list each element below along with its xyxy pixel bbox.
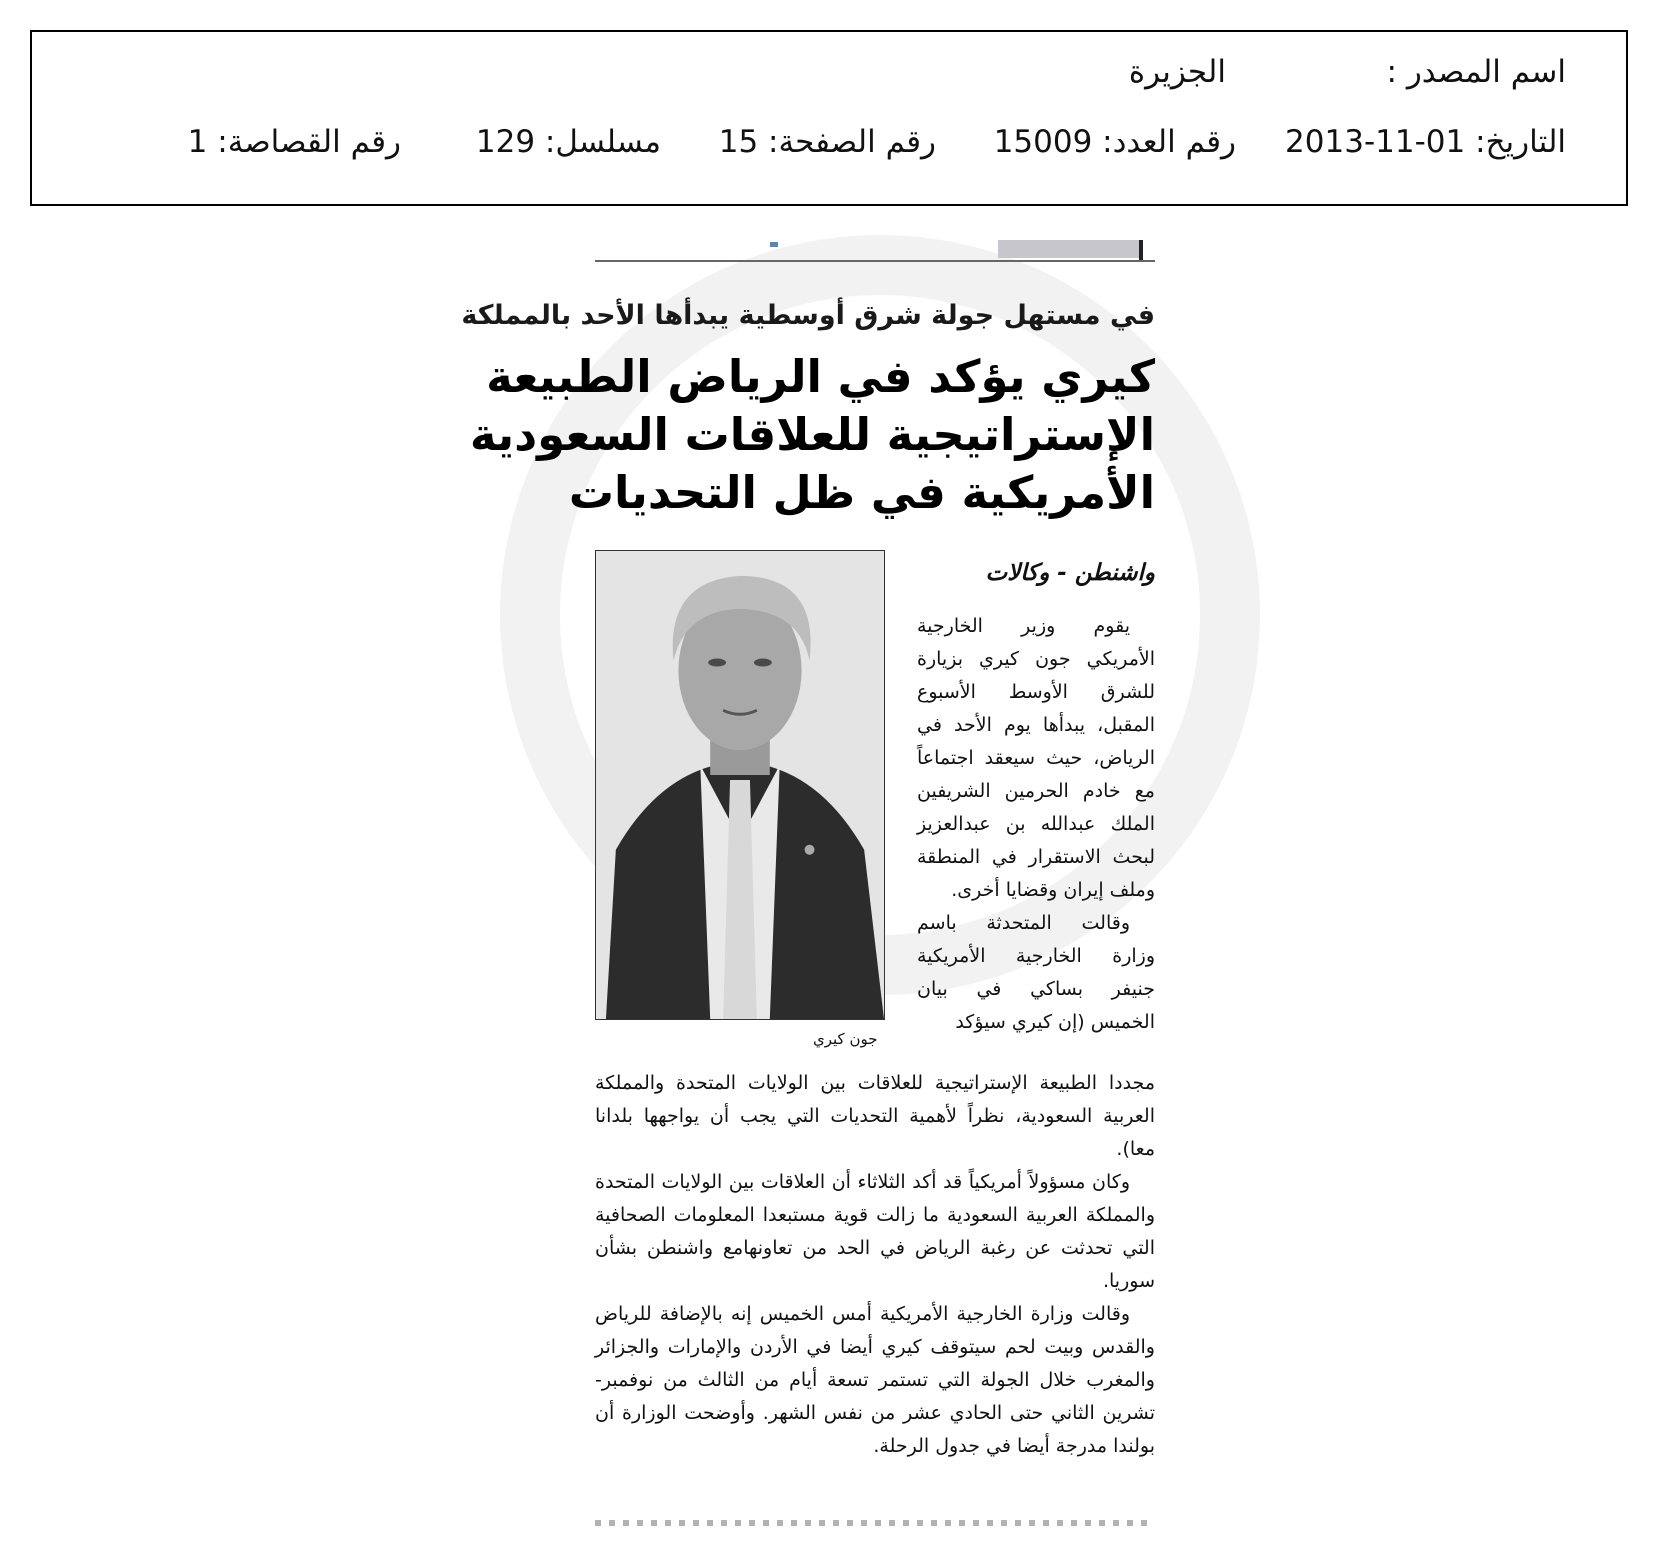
metadata-row-details bbox=[32, 124, 1626, 174]
newspaper-clipping bbox=[461, 230, 1155, 1547]
date-field: التاريخ: 01-11-2013 bbox=[1285, 124, 1566, 160]
article-byline: واشنطن - وكالات bbox=[985, 560, 1155, 586]
headline-line: كيري يؤكد في الرياض الطبيعة bbox=[486, 350, 1155, 403]
paragraph: وقالت المتحدثة باسم وزارة الخارجية الأمريكية جنيفر بساكي في بيان الخميس (إن كيري سيؤكد bbox=[917, 912, 1155, 1033]
article-body-wide bbox=[595, 1067, 1155, 1463]
paragraph: يقوم وزير الخارجية الأمريكي جون كيري بزيارة للشرق الأوسط الأسبوع المقبل، يبدأها يوم الأحد في الرياض، حيث سيعقد اجتماعاً مع خادم الحرمين الشريفين الملك عبدالله بن عبدالعزيز لبحث الاستقرار في المنطقة وملف إيران وقضايا أخرى. bbox=[917, 615, 1155, 901]
portrait-illustration bbox=[596, 551, 884, 1019]
clipping-number-field: رقم القصاصة: 1 bbox=[187, 124, 401, 160]
issue-number-field: رقم العدد: 15009 bbox=[993, 124, 1236, 160]
source-value: الجزيرة bbox=[1128, 54, 1226, 90]
page-number-field: رقم الصفحة: 15 bbox=[718, 124, 936, 160]
clipping-metadata-box bbox=[30, 30, 1628, 206]
source-label: اسم المصدر : bbox=[1386, 54, 1566, 90]
article-kicker: في مستهل جولة شرق أوسطية يبدأها الأحد بالمملكة bbox=[461, 300, 1155, 331]
metadata-row-source bbox=[32, 54, 1626, 104]
paragraph: مجددا الطبيعة الإستراتيجية للعلاقات بين الولايات المتحدة والمملكة العربية السعودية، نظراً لأهمية التحديات التي يجب أن يواجهها بلدانا معا). bbox=[595, 1072, 1155, 1160]
paragraph: وقالت وزارة الخارجية الأمريكية أمس الخميس إنه بالإضافة للرياض والقدس وبيت لحم سيتوقف كيري أيضا في الأردن والإمارات والجزائر والمغرب خلال الجولة التي تستمر تسعة أيام من الثالث من نوفمبر- تشرين الثاني حتى الحادي عشر من نفس الشهر. وأوضحت الوزارة أن بولندا مدرجة أيضا في جدول الرحلة. bbox=[595, 1303, 1155, 1457]
serial-field: مسلسل: 129 bbox=[475, 124, 661, 160]
article-headline bbox=[470, 348, 1155, 522]
photo-caption: جون كيري bbox=[813, 1030, 878, 1048]
article-body-narrow bbox=[917, 610, 1155, 1039]
headline-line: الأمريكية في ظل التحديات bbox=[568, 466, 1155, 519]
article-photo bbox=[595, 550, 885, 1020]
headline-line: الإستراتيجية للعلاقات السعودية bbox=[469, 408, 1155, 461]
truncated-next-line bbox=[595, 1520, 1155, 1526]
paragraph: وكان مسؤولاً أمريكياً قد أكد الثلاثاء أن العلاقات بين الولايات المتحدة والمملكة العربية السعودية ما زالت قوية مستبعدا المعلومات الصحافية التي تحدثت عن رغبة الرياض في الحد من تعاونهامع واشنطن بشأن سوريا. bbox=[595, 1171, 1155, 1292]
